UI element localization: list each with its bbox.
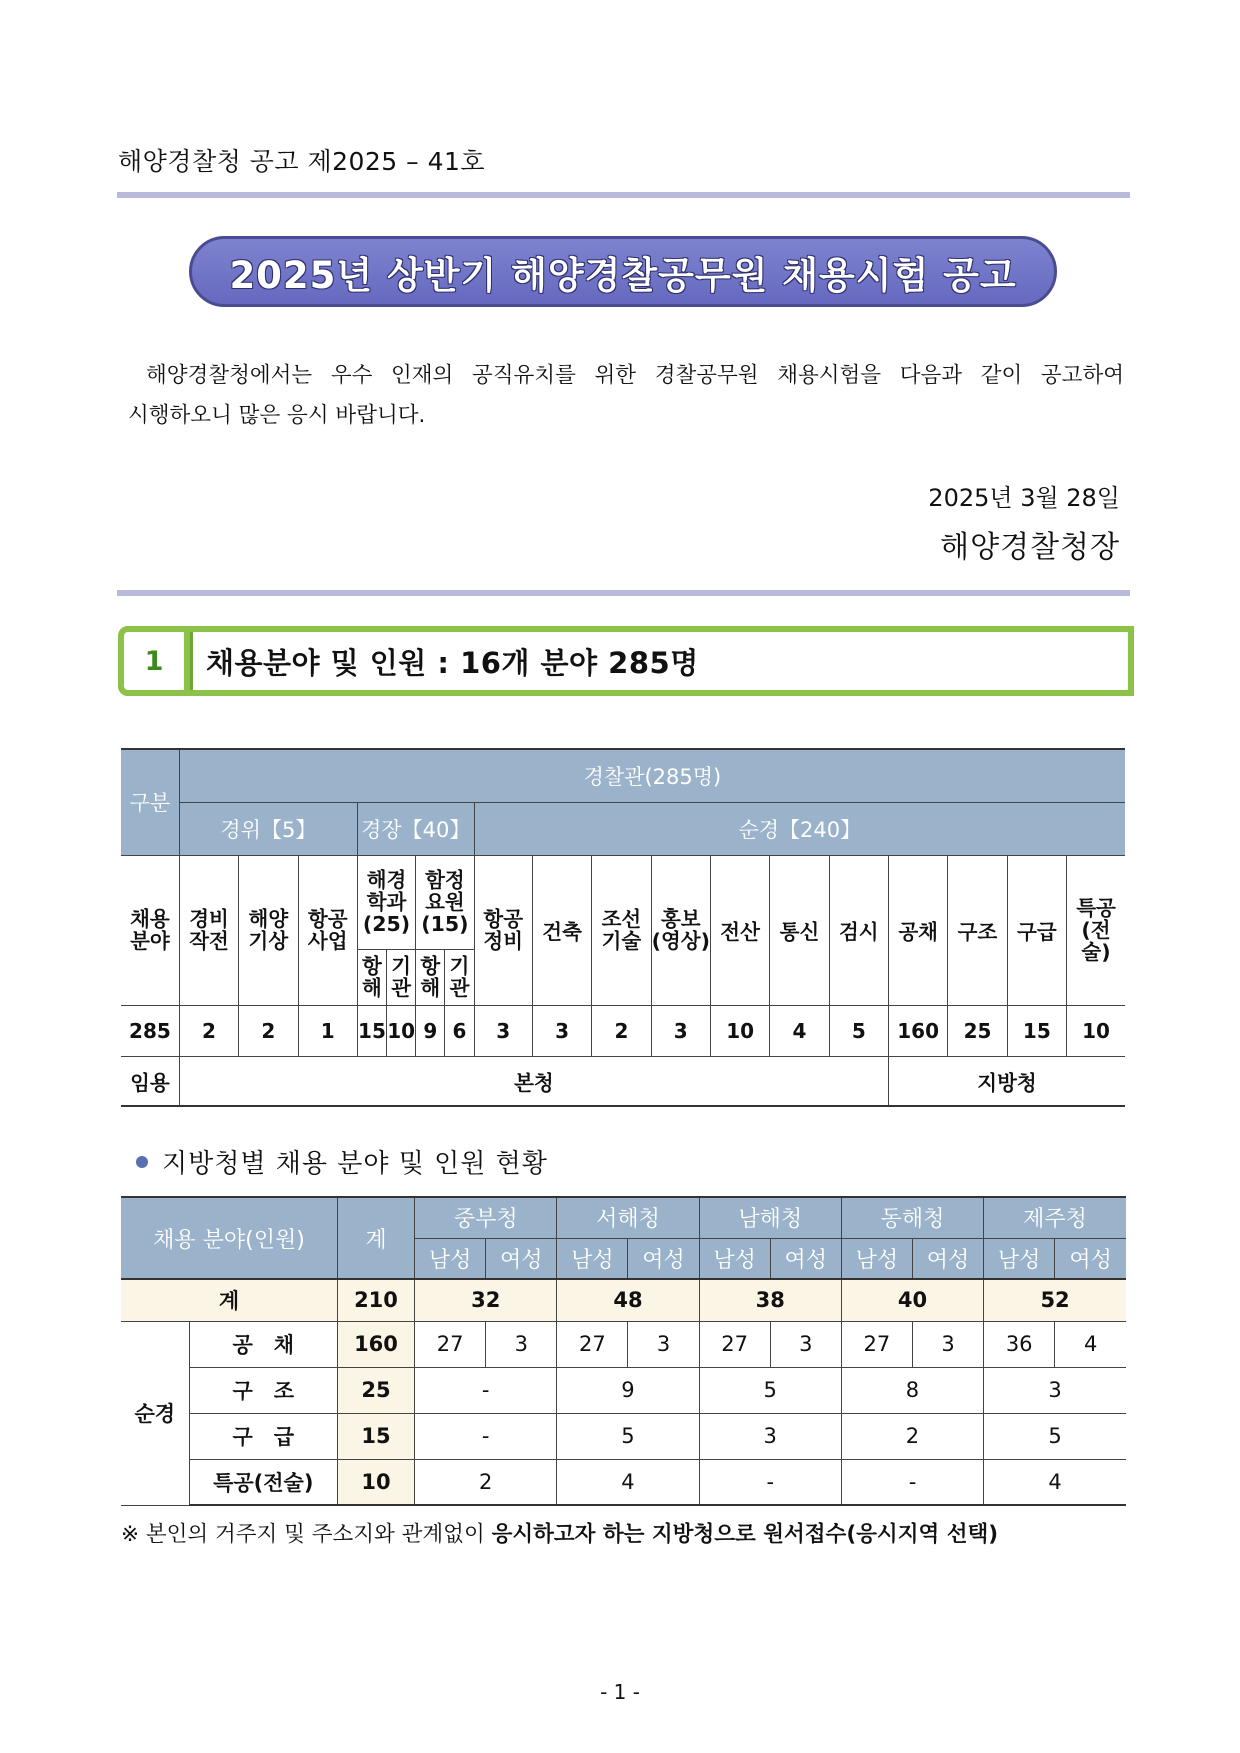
- table-row: [121, 1413, 1126, 1459]
- count-row: [121, 1005, 1125, 1056]
- cell: 36: [984, 1321, 1055, 1367]
- cell: -: [699, 1459, 841, 1505]
- rank-header-officer: 순경【240】: [474, 802, 1125, 855]
- cell: -: [415, 1413, 557, 1459]
- field-pr-video: 홍보 (영상): [651, 855, 710, 1005]
- total-row: [121, 1279, 1126, 1321]
- field-vessel-crew: 함정 요원 (15): [416, 855, 474, 949]
- count-cell: 25: [948, 1005, 1007, 1056]
- bullet-icon: [136, 1156, 148, 1168]
- cell: 8: [841, 1367, 983, 1413]
- cell: 4: [557, 1459, 699, 1505]
- field-special-ops: 특공 (전술): [1067, 855, 1126, 1005]
- placement-row: [121, 1056, 1125, 1106]
- female-header: 여성: [486, 1238, 557, 1279]
- count-cell: 2: [239, 1005, 298, 1056]
- issue-date: 2025년 3월 28일: [928, 484, 1120, 512]
- count-cell: 3: [532, 1005, 591, 1056]
- field-emergency-medical: 구급: [1007, 855, 1066, 1005]
- total-cell: 40: [841, 1279, 983, 1321]
- row-total: 10: [337, 1459, 414, 1505]
- count-cell: 5: [829, 1005, 888, 1056]
- recruitment-fields-table: [121, 748, 1125, 1107]
- cell: 5: [699, 1367, 841, 1413]
- field-header: 채용 분야(인원): [121, 1197, 337, 1279]
- count-cell: 3: [651, 1005, 710, 1056]
- total-cell: 38: [699, 1279, 841, 1321]
- region-jungbu: 중부청: [415, 1197, 557, 1238]
- field-label: 채용 분야: [121, 855, 179, 1005]
- regional-subheading: 지방청별 채용 분야 및 인원 현황: [136, 1143, 548, 1180]
- row-label: 구 급: [189, 1413, 337, 1459]
- cell: 2: [841, 1413, 983, 1459]
- male-header: 남성: [984, 1238, 1055, 1279]
- count-cell: 15: [357, 1005, 386, 1056]
- total-row-sum: 210: [337, 1279, 414, 1321]
- field-marine-weather: 해양 기상: [239, 855, 298, 1005]
- field-aviation-business: 항공 사업: [298, 855, 357, 1005]
- cell: 4: [1055, 1321, 1126, 1367]
- page-title: 2025년 상반기 해양경찰공무원 채용시험 공고: [229, 253, 1017, 297]
- total-header: 계: [337, 1197, 414, 1279]
- total-row-label: 계: [121, 1279, 337, 1321]
- intro-line-1: 해양경찰청에서는 우수 인재의 공직유치를 위한 경찰공무원 채용시험을 다음과 같이 공고하여: [146, 363, 1124, 388]
- divider-top: [117, 192, 1130, 198]
- table-row: [121, 1321, 1126, 1367]
- count-cell: 6: [445, 1005, 474, 1056]
- field-rescue: 구조: [948, 855, 1007, 1005]
- issuer-name: 해양경찰청장: [940, 530, 1120, 565]
- row-label: 특공(전술): [189, 1459, 337, 1505]
- regional-distribution-table: [121, 1196, 1126, 1506]
- male-header: 남성: [841, 1238, 912, 1279]
- cell: 3: [912, 1321, 983, 1367]
- page-number: - 1 -: [600, 1680, 640, 1704]
- table-row: [121, 1459, 1126, 1505]
- cell: -: [841, 1459, 983, 1505]
- field-aircraft-maintenance: 항공 정비: [474, 855, 532, 1005]
- count-cell: 10: [387, 1005, 416, 1056]
- cell: 3: [699, 1413, 841, 1459]
- female-header: 여성: [912, 1238, 983, 1279]
- cell: 27: [841, 1321, 912, 1367]
- cell: 27: [557, 1321, 628, 1367]
- field-open-recruitment: 공채: [888, 855, 947, 1005]
- field-coast-guard-major: 해경 학과 (25): [357, 855, 415, 949]
- row-label: 공 채: [189, 1321, 337, 1367]
- total-cell: 52: [984, 1279, 1126, 1321]
- count-cell: 9: [416, 1005, 445, 1056]
- field-autopsy: 검시: [829, 855, 888, 1005]
- count-cell: 4: [770, 1005, 829, 1056]
- count-cell: 10: [1067, 1005, 1126, 1056]
- count-cell: 15: [1007, 1005, 1066, 1056]
- table-row: [121, 1367, 1126, 1413]
- count-cell: 160: [888, 1005, 947, 1056]
- male-header: 남성: [415, 1238, 486, 1279]
- footnote-plain: ※ 본인의 거주지 및 주소지와 관계없이: [121, 1522, 492, 1547]
- footnote: [121, 1517, 998, 1548]
- sub-engineering: 기 관: [445, 949, 474, 1005]
- region-jeju: 제주청: [984, 1197, 1126, 1238]
- title-banner: [189, 236, 1057, 307]
- field-security-ops: 경비 작전: [179, 855, 238, 1005]
- female-header: 여성: [1055, 1238, 1126, 1279]
- female-header: 여성: [770, 1238, 841, 1279]
- field-computing: 전산: [710, 855, 769, 1005]
- group-label: 순경: [121, 1321, 189, 1505]
- divider-middle: [117, 590, 1130, 596]
- cell: 5: [557, 1413, 699, 1459]
- sub-navigation: 항 해: [357, 949, 386, 1005]
- male-header: 남성: [699, 1238, 770, 1279]
- cell: -: [415, 1367, 557, 1413]
- cell: 27: [415, 1321, 486, 1367]
- male-header: 남성: [557, 1238, 628, 1279]
- cell: 3: [486, 1321, 557, 1367]
- count-cell: 1: [298, 1005, 357, 1056]
- section-title: 채용분야 및 인원 : 16개 분야 285명: [206, 646, 699, 680]
- cell: 4: [984, 1459, 1126, 1505]
- row-total: 25: [337, 1367, 414, 1413]
- intro-paragraph: [128, 356, 1124, 436]
- cell: 5: [984, 1413, 1126, 1459]
- placement-label: 임용: [121, 1056, 179, 1106]
- row-total: 15: [337, 1413, 414, 1459]
- cell: 3: [770, 1321, 841, 1367]
- region-donghae: 동해청: [841, 1197, 983, 1238]
- police-total-header: 경찰관(285명): [179, 749, 1125, 802]
- count-cell: 2: [179, 1005, 238, 1056]
- count-cell: 285: [121, 1005, 179, 1056]
- section-heading: [118, 626, 1134, 696]
- row-label: 구 조: [189, 1367, 337, 1413]
- region-namhae: 남해청: [699, 1197, 841, 1238]
- field-communications: 통신: [770, 855, 829, 1005]
- footnote-bold: 응시하고자 하는 지방청으로 원서접수(응시지역 선택): [491, 1522, 999, 1547]
- rank-header-inspector: 경위【5】: [179, 802, 357, 855]
- field-architecture: 건축: [532, 855, 591, 1005]
- section-number: 1: [118, 626, 190, 696]
- sub-navigation: 항 해: [416, 949, 445, 1005]
- total-cell: 32: [415, 1279, 557, 1321]
- cell: 27: [699, 1321, 770, 1367]
- region-seohae: 서해청: [557, 1197, 699, 1238]
- female-header: 여성: [628, 1238, 699, 1279]
- intro-line-2: 시행하오니 많은 응시 바랍니다.: [128, 403, 426, 428]
- cell: 3: [984, 1367, 1126, 1413]
- corner-header: 구분: [121, 749, 179, 855]
- cell: 9: [557, 1367, 699, 1413]
- count-cell: 3: [474, 1005, 532, 1056]
- notice-number: 해양경찰청 공고 제2025 – 41호: [118, 147, 486, 176]
- cell: 2: [415, 1459, 557, 1505]
- total-cell: 48: [557, 1279, 699, 1321]
- placement-regional: 지방청: [888, 1056, 1125, 1106]
- sub-engineering: 기 관: [387, 949, 416, 1005]
- rank-header-senior-officer: 경장【40】: [357, 802, 474, 855]
- row-total: 160: [337, 1321, 414, 1367]
- count-cell: 10: [710, 1005, 769, 1056]
- count-cell: 2: [592, 1005, 651, 1056]
- field-shipbuilding: 조선 기술: [592, 855, 651, 1005]
- placement-headquarters: 본청: [179, 1056, 888, 1106]
- cell: 3: [628, 1321, 699, 1367]
